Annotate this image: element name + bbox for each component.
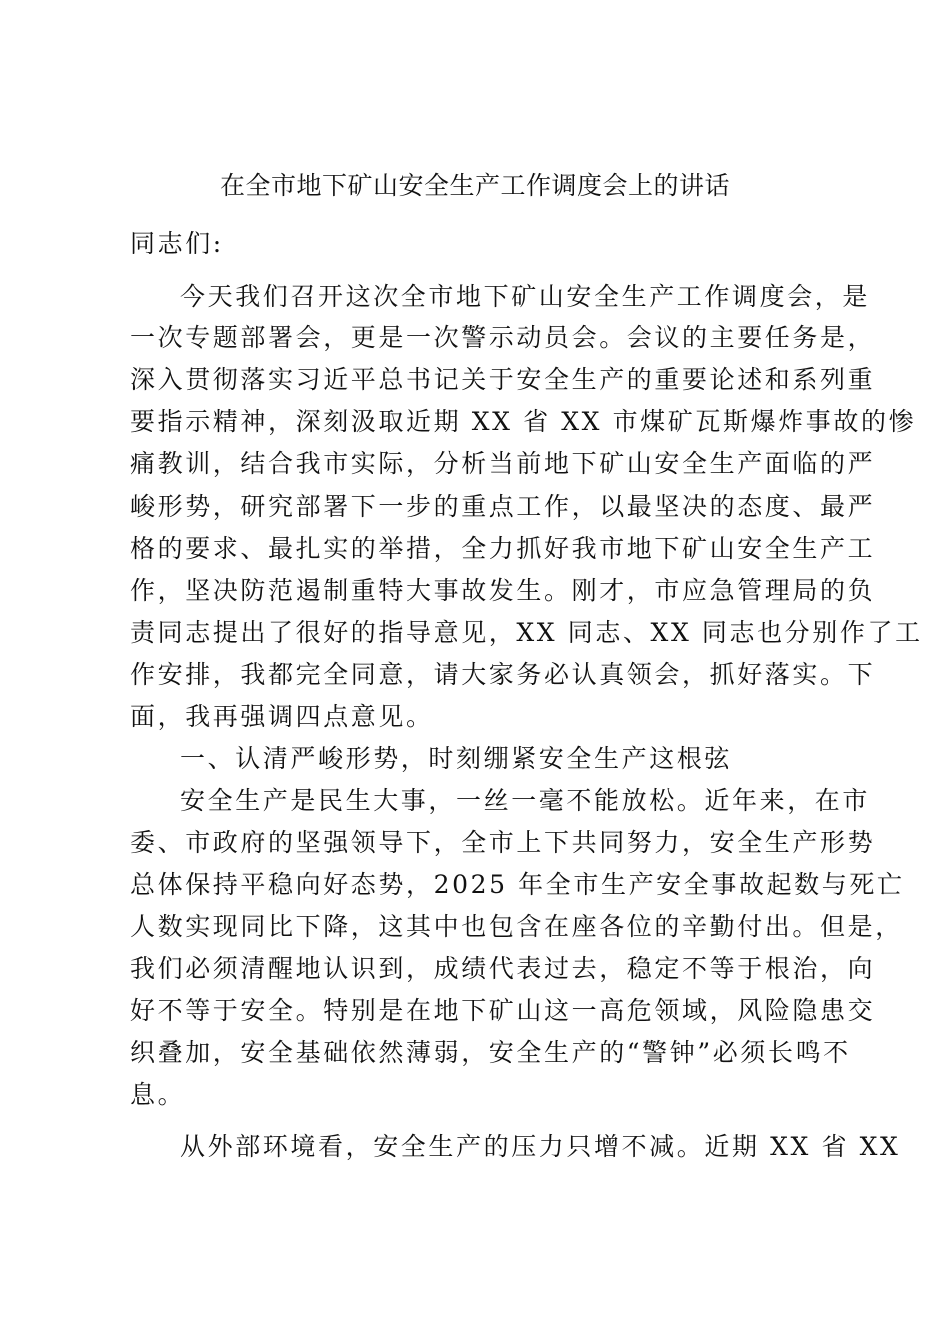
paragraph-line: 从外部环境看，安全生产的压力只增不减。近期 XX 省 XX: [180, 1132, 901, 1161]
paragraph-line: 好不等于安全。特别是在地下矿山这一高危领域，风险隐患交: [130, 996, 876, 1025]
paragraph-line: 人数实现同比下降，这其中也包含在座各位的辛勤付出。但是，: [130, 912, 903, 941]
paragraph-line: 委、市政府的坚强领导下，全市上下共同努力，安全生产形势: [130, 828, 876, 857]
paragraph-line: 今天我们召开这次全市地下矿山安全生产工作调度会，是: [180, 282, 871, 311]
document-title: 在全市地下矿山安全生产工作调度会上的讲话: [219, 171, 730, 200]
paragraph-line: 作安排，我都完全同意，请大家务必认真领会，抓好落实。下: [130, 660, 876, 689]
salutation: 同志们:: [130, 229, 224, 258]
paragraph-line: 面，我再强调四点意见。: [130, 702, 434, 731]
paragraph-line: 我们必须清醒地认识到，成绩代表过去，稳定不等于根治，向: [130, 954, 876, 983]
paragraph-line: 织叠加，安全基础依然薄弱，安全生产的“警钟”必须长鸣不: [130, 1038, 851, 1067]
paragraph-line: 一次专题部署会，更是一次警示动员会。会议的主要任务是，: [130, 323, 876, 352]
paragraph-line: 息。: [130, 1080, 186, 1109]
paragraph-line: 作，坚决防范遏制重特大事故发生。刚才，市应急管理局的负: [130, 576, 876, 605]
paragraph-line: 峻形势，研究部署下一步的重点工作，以最坚决的态度、最严: [130, 492, 876, 521]
paragraph-line: 要指示精神，深刻汲取近期 XX 省 XX 市煤矿瓦斯爆炸事故的惨: [130, 407, 917, 436]
paragraph-line: 责同志提出了很好的指导意见，XX 同志、XX 同志也分别作了工: [130, 618, 923, 647]
paragraph-line: 痛教训，结合我市实际，分析当前地下矿山安全生产面临的严: [130, 449, 876, 478]
paragraph-line: 深入贯彻落实习近平总书记关于安全生产的重要论述和系列重: [130, 365, 876, 394]
section-heading: 一、认清严峻形势，时刻绷紧安全生产这根弦: [180, 744, 733, 773]
paragraph-line: 格的要求、最扎实的举措，全力抓好我市地下矿山安全生产工: [130, 534, 876, 563]
paragraph-line: 安全生产是民生大事，一丝一毫不能放松。近年来，在市: [180, 786, 871, 815]
paragraph-line: 总体保持平稳向好态势，2025 年全市生产安全事故起数与死亡: [130, 870, 905, 899]
